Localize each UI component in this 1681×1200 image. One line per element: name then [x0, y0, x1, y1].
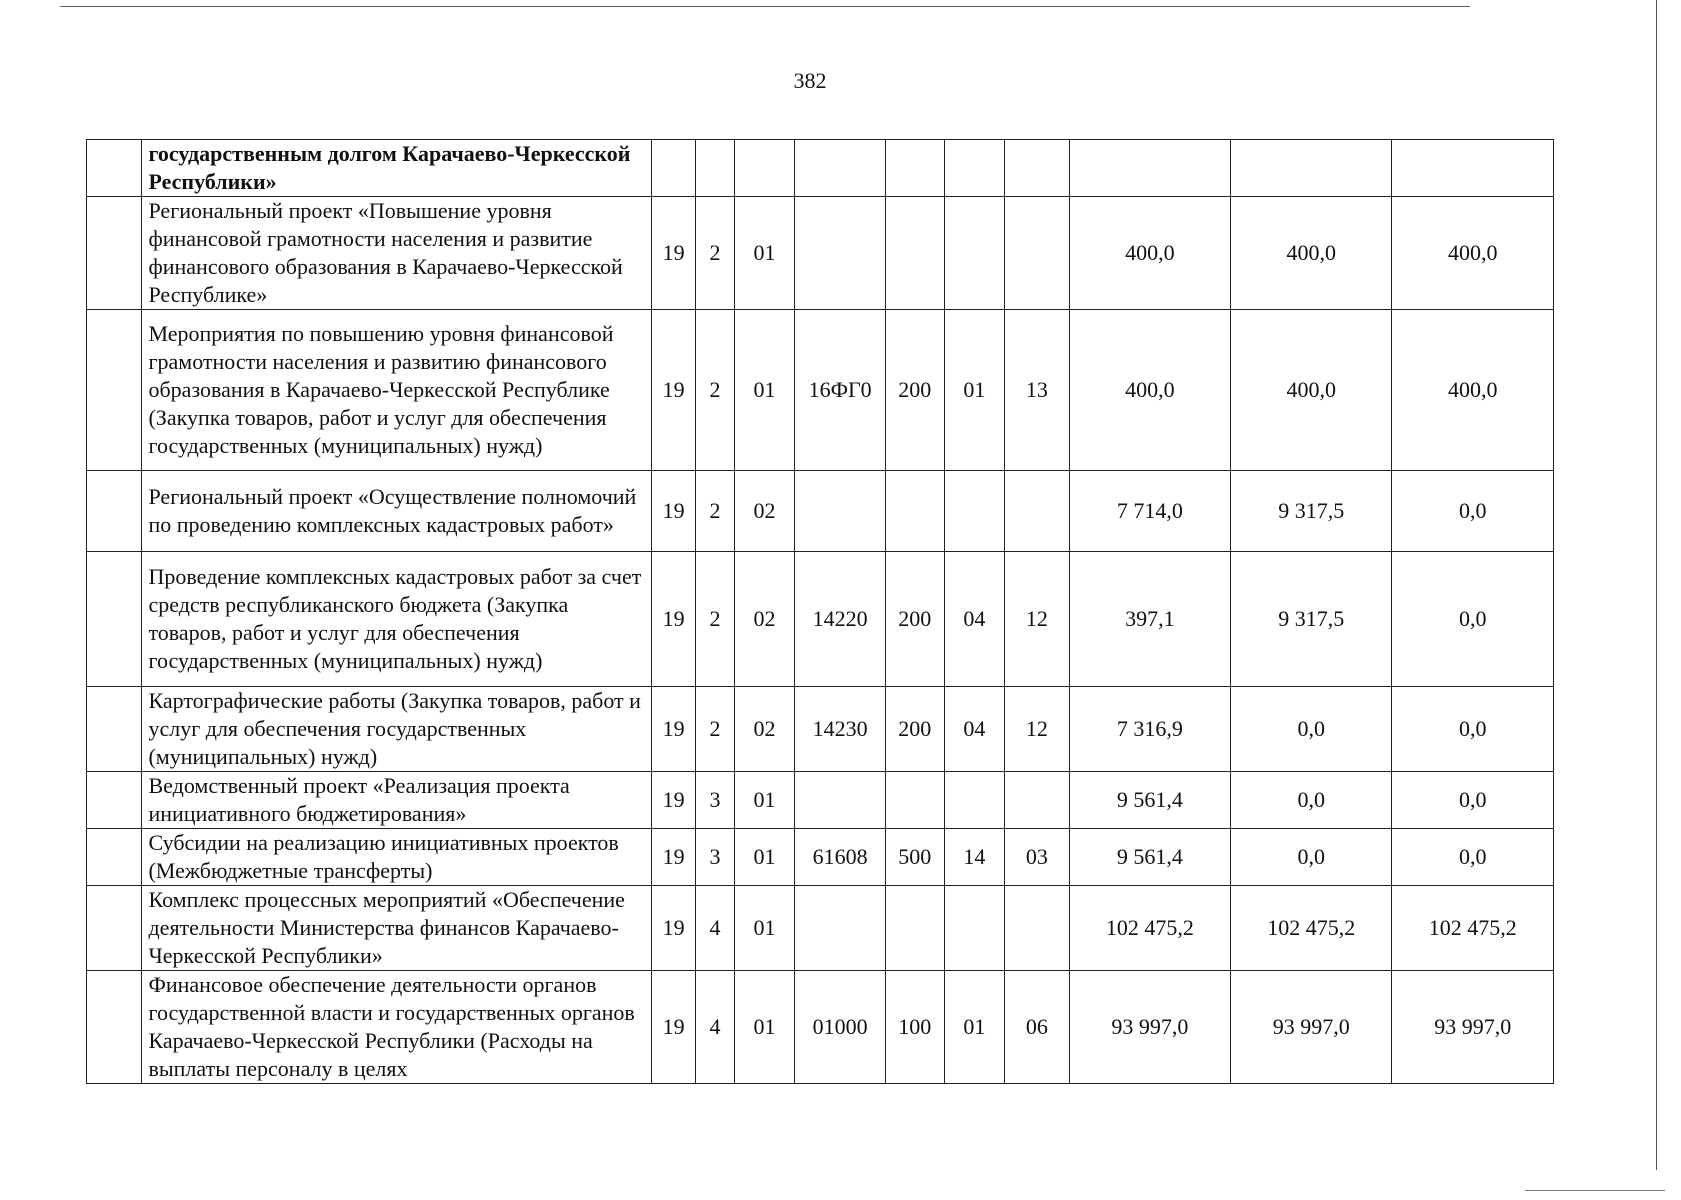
subprogram-code: 2 — [696, 197, 734, 310]
empty-cell — [87, 687, 142, 772]
subsection-code — [1005, 886, 1070, 971]
section-code: 01 — [944, 310, 1005, 471]
subsection-code — [1005, 197, 1070, 310]
program-code: 19 — [651, 772, 695, 829]
project-code: 01 — [734, 886, 795, 971]
empty-cell — [87, 886, 142, 971]
amount-year-2: 400,0 — [1231, 197, 1392, 310]
program-code: 19 — [651, 687, 695, 772]
project-code: 01 — [734, 829, 795, 886]
subprogram-code: 4 — [696, 886, 734, 971]
row-description: Комплекс процессных мероприятий «Обеспечение деятельности Министерства финансов Карачаево-Черкесской Республики» — [142, 886, 652, 971]
row-description: Финансовое обеспечение деятельности органов государственной власти и государственных органов Карачаево-Черкесской Республики (Расходы на выплаты персоналу в целях — [142, 971, 652, 1084]
amount-year-2: 9 317,5 — [1231, 552, 1392, 687]
amount-year-1: 400,0 — [1069, 197, 1230, 310]
subprogram-code — [696, 140, 734, 197]
section-code: 14 — [944, 829, 1005, 886]
amount-year-3: 0,0 — [1392, 772, 1554, 829]
subsection-code: 13 — [1005, 310, 1070, 471]
amount-year-1: 9 561,4 — [1069, 829, 1230, 886]
amount-year-1: 397,1 — [1069, 552, 1230, 687]
section-code: 01 — [944, 971, 1005, 1084]
program-code: 19 — [651, 886, 695, 971]
section-code — [944, 886, 1005, 971]
direction-code: 16ФГ0 — [795, 310, 886, 471]
amount-year-2: 102 475,2 — [1231, 886, 1392, 971]
project-code — [734, 140, 795, 197]
empty-cell — [87, 310, 142, 471]
amount-year-3: 400,0 — [1392, 197, 1554, 310]
amount-year-1: 9 561,4 — [1069, 772, 1230, 829]
subsection-code: 03 — [1005, 829, 1070, 886]
empty-cell — [87, 772, 142, 829]
direction-code — [795, 772, 886, 829]
amount-year-3 — [1392, 140, 1554, 197]
table-row — [87, 772, 1554, 829]
section-code: 04 — [944, 687, 1005, 772]
table-row — [87, 471, 1554, 552]
amount-year-3: 0,0 — [1392, 687, 1554, 772]
direction-code: 61608 — [795, 829, 886, 886]
subprogram-code: 2 — [696, 552, 734, 687]
budget-table — [86, 139, 1554, 1084]
expense-type-code: 100 — [886, 971, 945, 1084]
expense-type-code — [886, 772, 945, 829]
project-code: 02 — [734, 687, 795, 772]
expense-type-code — [886, 471, 945, 552]
page-number: 382 — [793, 68, 827, 93]
budget-table-body — [87, 140, 1554, 1084]
amount-year-1: 400,0 — [1069, 310, 1230, 471]
amount-year-3: 0,0 — [1392, 471, 1554, 552]
empty-cell — [87, 552, 142, 687]
table-row — [87, 197, 1554, 310]
subsection-code: 12 — [1005, 552, 1070, 687]
table-row — [87, 687, 1554, 772]
project-code: 02 — [734, 471, 795, 552]
direction-code — [795, 886, 886, 971]
direction-code — [795, 471, 886, 552]
program-code: 19 — [651, 310, 695, 471]
subprogram-code: 3 — [696, 772, 734, 829]
empty-cell — [87, 140, 142, 197]
section-code — [944, 197, 1005, 310]
section-code — [944, 772, 1005, 829]
section-code — [944, 140, 1005, 197]
amount-year-3: 102 475,2 — [1392, 886, 1554, 971]
table-row — [87, 310, 1554, 471]
table-row — [87, 552, 1554, 687]
amount-year-1: 93 997,0 — [1069, 971, 1230, 1084]
project-code: 01 — [734, 310, 795, 471]
direction-code — [795, 197, 886, 310]
row-description: государственным долгом Карачаево-Черкесской Республики» — [142, 140, 652, 197]
amount-year-1: 102 475,2 — [1069, 886, 1230, 971]
expense-type-code: 500 — [886, 829, 945, 886]
direction-code: 14220 — [795, 552, 886, 687]
project-code: 01 — [734, 197, 795, 310]
empty-cell — [87, 197, 142, 310]
program-code: 19 — [651, 197, 695, 310]
direction-code — [795, 140, 886, 197]
direction-code: 14230 — [795, 687, 886, 772]
amount-year-2 — [1231, 140, 1392, 197]
empty-cell — [87, 471, 142, 552]
row-description: Региональный проект «Повышение уровня финансовой грамотности населения и развитие финансового образования в Карачаево-Черкесской Республике» — [142, 197, 652, 310]
empty-cell — [87, 829, 142, 886]
expense-type-code: 200 — [886, 310, 945, 471]
project-code: 01 — [734, 971, 795, 1084]
row-description: Проведение комплексных кадастровых работ за счет средств республиканского бюджета (Закупка товаров, работ и услуг для обеспечения государственных (муниципальных) нужд) — [142, 552, 652, 687]
project-code: 02 — [734, 552, 795, 687]
amount-year-2: 0,0 — [1231, 687, 1392, 772]
program-code: 19 — [651, 552, 695, 687]
expense-type-code — [886, 886, 945, 971]
row-description: Мероприятия по повышению уровня финансовой грамотности населения и развитию финансового образования в Карачаево-Черкесской Республике (Закупка товаров, работ и услуг для обеспечения государственных (муниципальных) нужд) — [142, 310, 652, 471]
amount-year-2: 9 317,5 — [1231, 471, 1392, 552]
amount-year-1: 7 714,0 — [1069, 471, 1230, 552]
subprogram-code: 4 — [696, 971, 734, 1084]
amount-year-2: 0,0 — [1231, 829, 1392, 886]
amount-year-3: 93 997,0 — [1392, 971, 1554, 1084]
subprogram-code: 2 — [696, 471, 734, 552]
amount-year-3: 0,0 — [1392, 552, 1554, 687]
subsection-code — [1005, 772, 1070, 829]
row-description: Ведомственный проект «Реализация проекта инициативного бюджетирования» — [142, 772, 652, 829]
section-code — [944, 471, 1005, 552]
amount-year-2: 0,0 — [1231, 772, 1392, 829]
table-row — [87, 829, 1554, 886]
right-scan-rule — [1656, 0, 1657, 1170]
row-description: Картографические работы (Закупка товаров, работ и услуг для обеспечения государственных (муниципальных) нужд) — [142, 687, 652, 772]
amount-year-3: 0,0 — [1392, 829, 1554, 886]
program-code: 19 — [651, 829, 695, 886]
empty-cell — [87, 971, 142, 1084]
amount-year-2: 400,0 — [1231, 310, 1392, 471]
subsection-code: 06 — [1005, 971, 1070, 1084]
table-row — [87, 971, 1554, 1084]
expense-type-code: 200 — [886, 687, 945, 772]
subsection-code — [1005, 140, 1070, 197]
subprogram-code: 3 — [696, 829, 734, 886]
table-row — [87, 886, 1554, 971]
project-code: 01 — [734, 772, 795, 829]
program-code — [651, 140, 695, 197]
amount-year-1: 7 316,9 — [1069, 687, 1230, 772]
program-code: 19 — [651, 971, 695, 1084]
direction-code: 01000 — [795, 971, 886, 1084]
amount-year-1 — [1069, 140, 1230, 197]
amount-year-2: 93 997,0 — [1231, 971, 1392, 1084]
bottom-scan-rule — [1525, 1190, 1665, 1191]
table-row — [87, 140, 1554, 197]
program-code: 19 — [651, 471, 695, 552]
expense-type-code — [886, 140, 945, 197]
top-scan-rule — [60, 6, 1470, 7]
row-description: Региональный проект «Осуществление полномочий по проведению комплексных кадастровых работ» — [142, 471, 652, 552]
row-description: Субсидии на реализацию инициативных проектов (Межбюджетные трансферты) — [142, 829, 652, 886]
subprogram-code: 2 — [696, 310, 734, 471]
amount-year-3: 400,0 — [1392, 310, 1554, 471]
subsection-code: 12 — [1005, 687, 1070, 772]
subprogram-code: 2 — [696, 687, 734, 772]
section-code: 04 — [944, 552, 1005, 687]
expense-type-code — [886, 197, 945, 310]
subsection-code — [1005, 471, 1070, 552]
expense-type-code: 200 — [886, 552, 945, 687]
